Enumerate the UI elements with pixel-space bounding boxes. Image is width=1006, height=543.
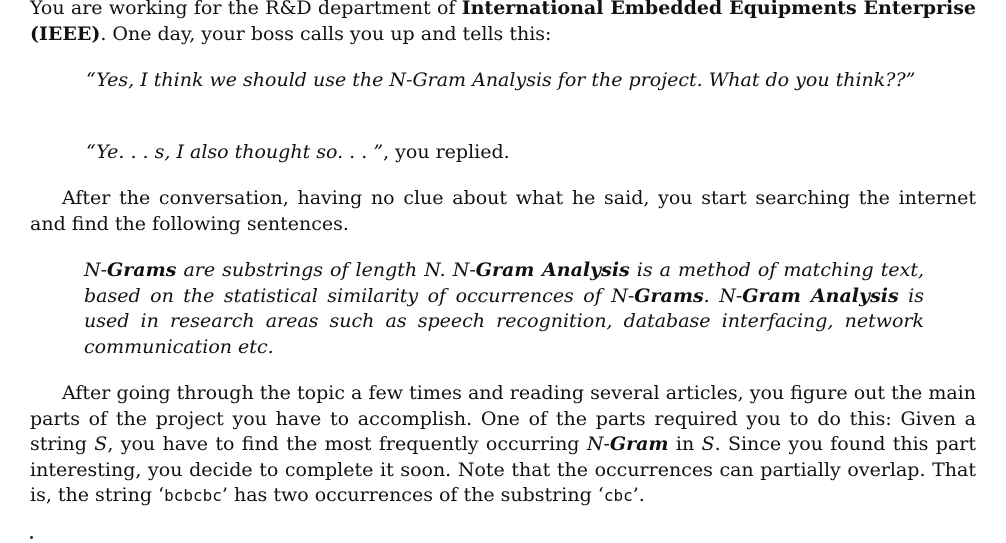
ngram-definition-block — [84, 258, 924, 360]
math-n: N — [611, 284, 628, 307]
math-n: N — [84, 259, 101, 281]
hyphen: - — [100, 259, 108, 281]
boss-quote: “Yes, I think we should use the N-Gram Analysis for the project. What do you think??” — [86, 69, 916, 91]
definition-text: are substrings of length — [176, 259, 425, 281]
hyphen: - — [603, 433, 610, 455]
math-n: N — [424, 259, 440, 281]
task-text: , you have to find the most frequently occurring — [107, 433, 587, 455]
task-text: After going through the topic a few times and reading several articles, you figure out the main parts of the project you have to accomplish. One of the parts required you to do this: Given a string — [30, 382, 976, 455]
term-gram-analysis: Gram Analysis — [475, 259, 630, 281]
intro-paragraph — [30, 0, 976, 47]
company-name: International Embedded Equipments Enterprise (IEEE) — [30, 0, 977, 45]
math-s: S — [701, 433, 715, 455]
conversation-paragraph: After the conversation, having no clue about what he said, you start searching the internet and find the following sentences. — [30, 187, 976, 235]
term-grams: Grams — [634, 284, 704, 307]
math-n: N — [452, 259, 470, 281]
task-text: . Since you found this part interesting, you decide to complete it soon. Note that the occurrences can partially overlap. That is, the string ‘ — [30, 433, 976, 506]
reply-quote-text: “Ye. . . s, I also thought so. . . ” — [86, 141, 384, 163]
definition-text: is a method of matching text, based on the statistical similarity of occurrences of — [84, 259, 924, 307]
code-example-string: bcbcbc — [164, 486, 222, 505]
intro-text-start: You are working for the R&D department of — [30, 0, 462, 19]
term-gram-analysis: Gram Analysis — [742, 284, 899, 307]
reply-quote — [86, 140, 926, 166]
task-text: in — [668, 433, 702, 455]
task-text: ’. — [632, 484, 645, 506]
hyphen: - — [735, 284, 743, 307]
page-mark — [30, 536, 33, 539]
intro-text-end: . One day, your boss calls you up and tells this: — [100, 22, 552, 45]
definition-text: is used in research areas such as speech recognition, database interfacing, network communication etc. — [84, 284, 924, 358]
math-s: S — [94, 433, 108, 455]
code-example-substring: cbc — [603, 486, 633, 505]
term-gram: Gram — [609, 433, 669, 455]
term-grams: Grams — [107, 259, 177, 281]
definition-text: . — [439, 259, 453, 281]
definition-text: . — [703, 284, 720, 307]
task-text: ’ has two occurrences of the substring ‘ — [221, 484, 604, 506]
reply-quote-tail: , you replied. — [383, 141, 510, 163]
math-n: N — [719, 284, 736, 307]
hyphen: - — [469, 259, 476, 281]
math-n: N — [586, 433, 604, 455]
task-paragraph — [30, 381, 976, 509]
hyphen: - — [627, 284, 635, 307]
